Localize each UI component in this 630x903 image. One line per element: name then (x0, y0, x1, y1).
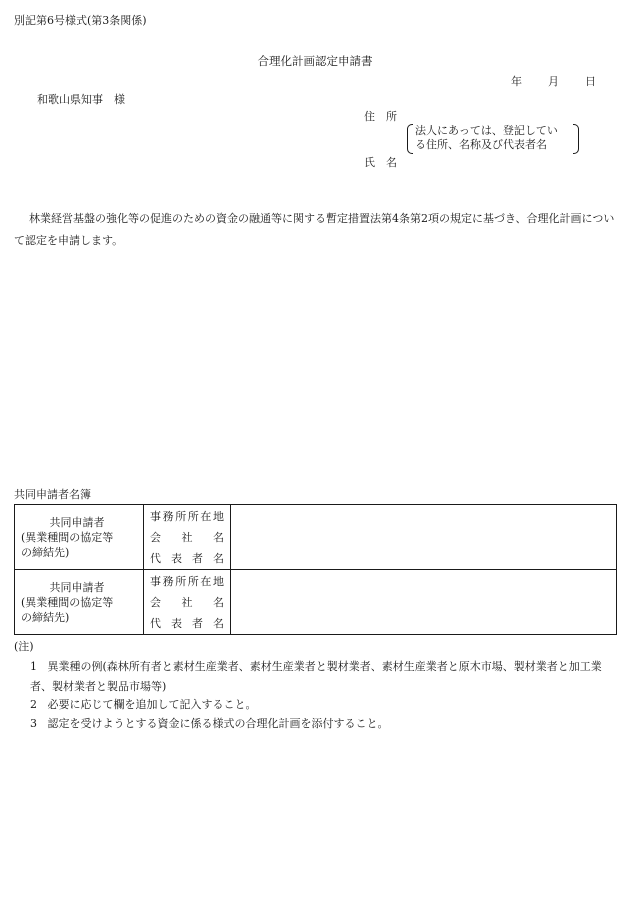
co-applicant-label (15, 570, 144, 635)
field-labels (144, 570, 231, 635)
representative-name-label: 代表者名 (150, 551, 224, 565)
corporate-note-line2: る住所、名称及び代表者名 (415, 138, 547, 151)
co-applicant-subheading-cont: の締結先) (21, 610, 70, 624)
co-applicant-heading: 共同申請者 (49, 580, 105, 594)
co-applicant-subheading-cont: の締結先) (21, 545, 70, 559)
right-bracket (573, 124, 579, 154)
entry-cell[interactable] (231, 570, 617, 635)
company-name-label: 会社名 (150, 595, 224, 609)
company-name-label: 会社名 (150, 530, 224, 544)
note-item (30, 714, 616, 734)
date-year: 年 (511, 75, 522, 88)
co-applicant-roster-table (14, 504, 617, 635)
note-number: 1 (30, 660, 37, 673)
addressee: 和歌山県知事 様 (37, 93, 125, 106)
document-title: 合理化計画認定申請書 (257, 54, 373, 68)
note-text: 認定を受けようとする資金に係る様式の合理化計画を添付すること。 (47, 717, 389, 730)
roster-title: 共同申請者名簿 (14, 488, 91, 501)
representative-name-label: 代表者名 (150, 616, 224, 630)
co-applicant-subheading: (異業種間の協定等 (21, 530, 114, 544)
corporate-note (407, 124, 579, 154)
notes-heading: (注) (14, 640, 34, 653)
entry-cell[interactable] (231, 505, 617, 570)
left-bracket (407, 124, 413, 154)
co-applicant-subheading: (異業種間の協定等 (21, 595, 114, 609)
date-day: 日 (585, 75, 596, 88)
co-applicant-heading: 共同申請者 (49, 515, 105, 529)
note-text: 異業種の例(森林所有者と素材生産業者、素材生産業者と製材業者、素材生産業者と原木市場、製材業者と加工業者、製材業者と製品市場等) (30, 660, 602, 693)
office-address-label: 事務所所在地 (150, 509, 224, 523)
field-labels (144, 505, 231, 570)
form-label: 別記第6号様式(第3条関係) (14, 14, 147, 27)
note-number: 2 (30, 698, 37, 711)
note-text: 必要に応じて欄を追加して記入すること。 (47, 698, 257, 711)
office-address-label: 事務所所在地 (150, 574, 224, 588)
table-row (15, 505, 617, 570)
application-body-text: 林業経営基盤の強化等の促進のための資金の融通等に関する暫定措置法第4条第2項の規定に基づき、合理化計画について認定を申請します。 (14, 212, 615, 247)
co-applicant-label (15, 505, 144, 570)
name-label: 氏 名 (364, 156, 397, 169)
address-label: 住 所 (364, 110, 397, 123)
date-month: 月 (548, 75, 559, 88)
date-line (511, 75, 596, 89)
corporate-note-line1: 法人にあっては、登記してい (415, 124, 558, 137)
note-item (30, 657, 616, 697)
note-item (30, 695, 616, 715)
table-row (15, 570, 617, 635)
note-number: 3 (30, 717, 37, 730)
